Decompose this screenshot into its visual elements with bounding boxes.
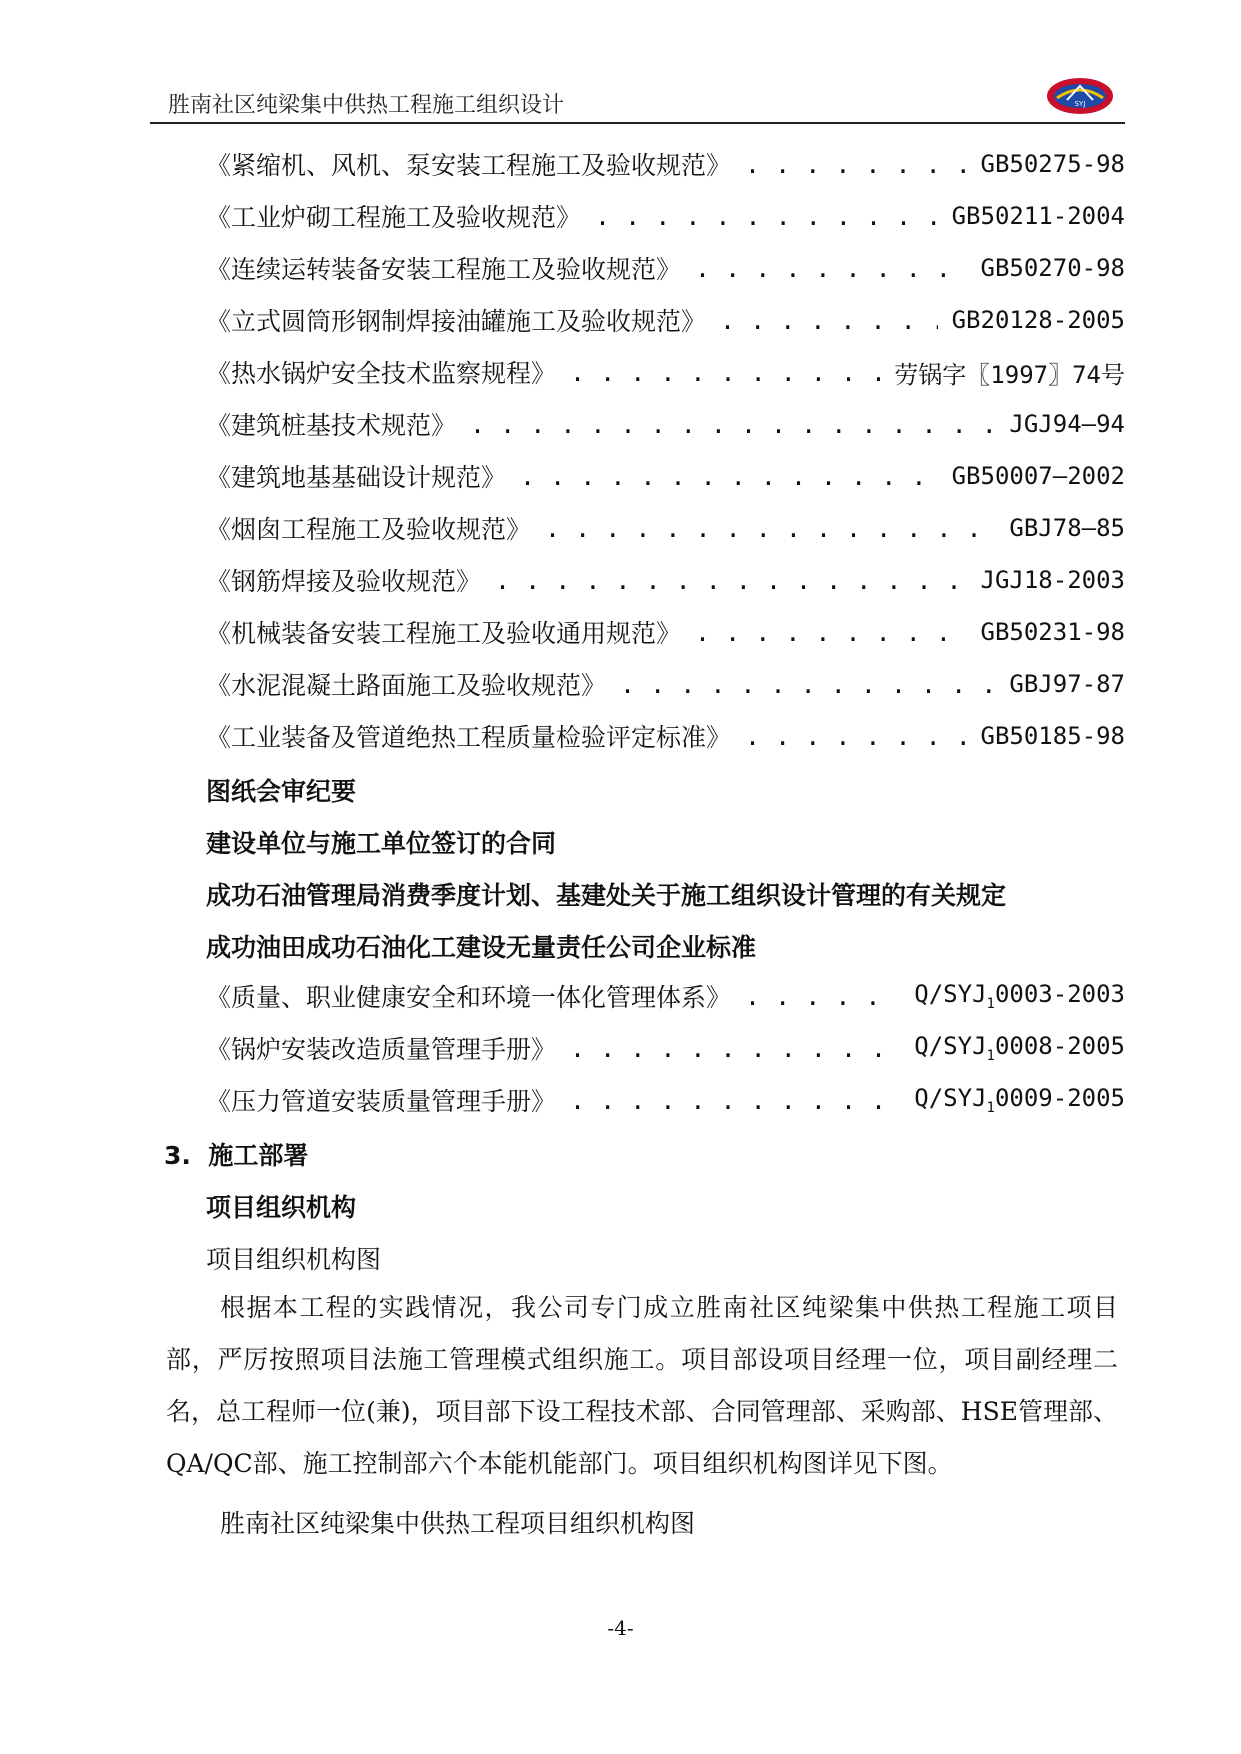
leader-dots	[620, 664, 995, 704]
leader-dots	[745, 716, 966, 756]
leader-dots	[695, 248, 966, 288]
standard-code: GB20128-2005	[951, 306, 1125, 334]
standard-title: 《钢筋焊接及验收规范》	[206, 567, 482, 596]
leader-dots	[745, 976, 900, 1016]
standard-title: 《工业炉砌工程施工及验收规范》	[206, 203, 582, 232]
leader-dots	[470, 404, 995, 444]
leader-dots	[545, 508, 995, 548]
standard-code: $Q/SYJ_10008-2005$	[914, 1032, 1125, 1064]
body-paragraph: 根据本工程的实践情况，我公司专门成立胜南社区纯梁集中供热工程施工项目部，严厉按照项目法施工管理模式组织施工。项目部设项目经理一位，项目副经理二名，总工程师一位(兼)，项目部下设工程技术部、合同管理部、采购部、HSE管理部、QA/QC部、施工控制部六个本能机能部门。项目组织机构图详见下图。	[166, 1293, 1118, 1478]
standard-title: 《连续运转装备安装工程施工及验收规范》	[206, 255, 682, 284]
standard-title: 《水泥混凝土路面施工及验收规范》	[206, 671, 607, 700]
standard-row	[206, 664, 1125, 704]
bold-item: 成功石油管理局消费季度计划、基建处关于施工组织设计管理的有关规定	[206, 881, 1007, 910]
leader-dots	[570, 1080, 900, 1120]
standard-row	[206, 976, 1125, 1016]
standard-title: 《工业装备及管道绝热工程质量检验评定标准》	[206, 723, 732, 752]
standard-row	[206, 1080, 1125, 1120]
header-title: 胜南社区纯梁集中供热工程施工组织设计	[168, 93, 565, 118]
standard-code: GB50007—2002	[951, 462, 1125, 490]
standard-row	[206, 352, 1125, 392]
leader-dots	[695, 612, 966, 652]
standard-title: 《机械装备安装工程施工及验收通用规范》	[206, 619, 682, 648]
standard-title: 《建筑地基基础设计规范》	[206, 463, 507, 492]
standard-title: 《建筑桩基技术规范》	[206, 411, 457, 440]
bold-item: 图纸会审纪要	[206, 777, 357, 806]
leader-dots	[720, 300, 938, 340]
bold-item: 建设单位与施工单位签订的合同	[206, 829, 557, 858]
standard-title: 《烟囱工程施工及验收规范》	[206, 515, 532, 544]
page-header	[150, 76, 1125, 124]
page-number: -4-	[607, 1616, 634, 1640]
standard-row	[206, 248, 1125, 288]
standard-title: 《质量、职业健康安全和环境一体化管理体系》	[206, 983, 732, 1012]
standard-row	[206, 300, 1125, 340]
leader-dots	[595, 196, 938, 236]
standard-title: 《热水锅炉安全技术监察规程》	[206, 359, 557, 388]
standard-title: 《压力管道安装质量管理手册》	[206, 1087, 557, 1116]
standard-code: GB50275-98	[980, 150, 1125, 178]
section-heading	[164, 1136, 308, 1172]
standard-row	[206, 612, 1125, 652]
standard-code: GB50231-98	[980, 618, 1125, 646]
standard-code: GBJ78—85	[1009, 514, 1125, 542]
leader-dots	[570, 352, 880, 392]
standard-row	[206, 716, 1125, 756]
standard-row	[206, 196, 1125, 236]
leader-dots	[520, 456, 938, 496]
standard-code: GB50185-98	[980, 722, 1125, 750]
standard-code: $Q/SYJ_10009-2005$	[914, 1084, 1125, 1116]
standard-title: 《锅炉安装改造质量管理手册》	[206, 1035, 557, 1064]
standard-code: GB50270-98	[980, 254, 1125, 282]
standard-row	[206, 456, 1125, 496]
standard-row	[206, 560, 1125, 600]
section-title: 施工部署	[208, 1141, 309, 1170]
section-number: 3.	[164, 1141, 191, 1170]
section-subtitle: 项目组织机构图	[206, 1245, 382, 1274]
figure-caption: 胜南社区纯梁集中供热工程项目组织机构图	[220, 1509, 696, 1538]
standard-code: GBJ97-87	[1009, 670, 1125, 698]
leader-dots	[745, 144, 966, 184]
standard-title: 《紧缩机、风机、泵安装工程施工及验收规范》	[206, 151, 732, 180]
standard-code: JGJ94—94	[1009, 410, 1125, 438]
standard-row	[206, 144, 1125, 184]
standard-code: JGJ18-2003	[980, 566, 1125, 594]
standard-row	[206, 1028, 1125, 1068]
standard-title: 《立式圆筒形钢制焊接油罐施工及验收规范》	[206, 307, 707, 336]
leader-dots	[495, 560, 966, 600]
standard-row	[206, 404, 1125, 444]
standard-code: $Q/SYJ_10003-2003$	[914, 980, 1125, 1012]
bold-item: 成功油田成功石油化工建设无量责任公司企业标准	[206, 933, 757, 962]
leader-dots	[570, 1028, 900, 1068]
company-logo	[1045, 76, 1115, 116]
logo-lettering: SYJ	[1074, 100, 1086, 108]
standard-code: GB50211-2004	[951, 202, 1125, 230]
section-subheading: 项目组织机构	[206, 1193, 357, 1222]
standard-row	[206, 508, 1125, 548]
standard-code: 劳锅字〖1997〗74号	[894, 360, 1125, 389]
